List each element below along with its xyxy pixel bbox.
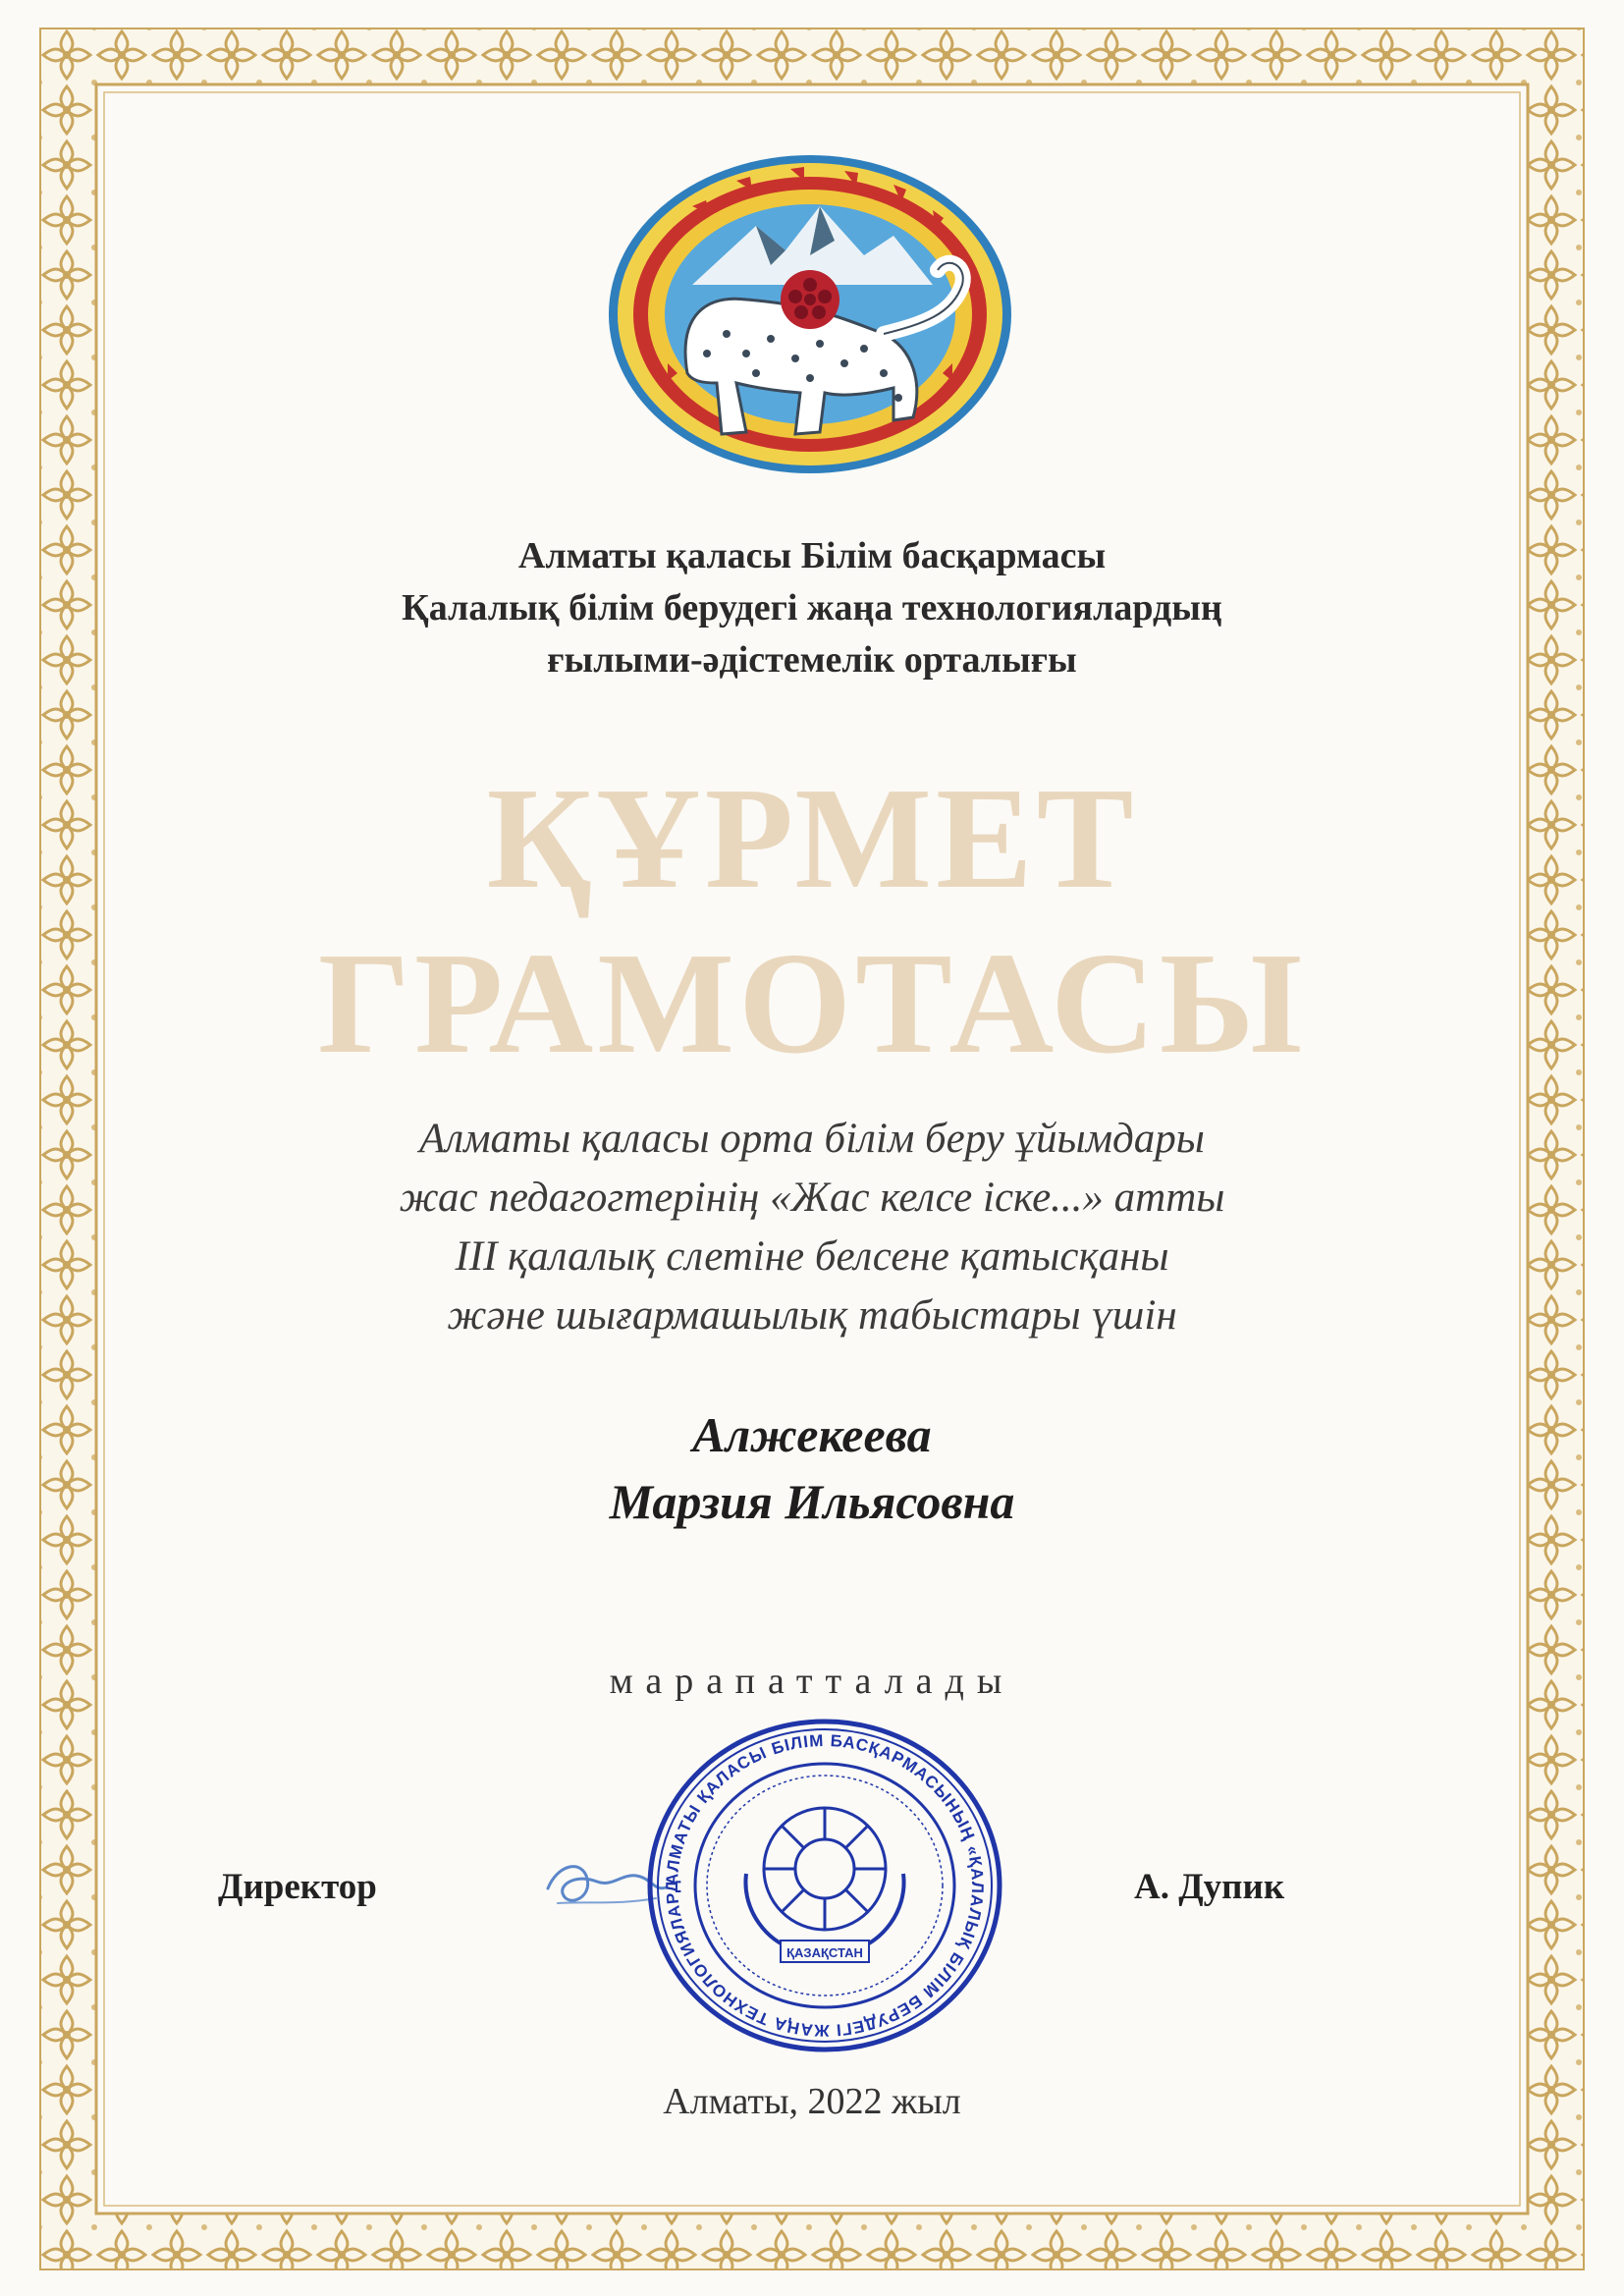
seal-ring-text: АЛМАТЫ ҚАЛАСЫ БІЛІМ БАСҚАРМАСЫНЫҢ «ҚАЛАЛЫҚ БІЛІМ БЕРУДЕГІ ЖАҢА ТЕХНОЛОГИЯЛАРД [662, 1730, 988, 2041]
official-seal [643, 1717, 1006, 2055]
awarded-text: марапатталады [609, 1661, 1015, 1702]
reason-line-1: Алматы қаласы орта білім беру ұйымдары [419, 1116, 1205, 1162]
organization-line-3: ғылыми-әдістемелік орталығы [547, 639, 1077, 681]
signatory-name: А. Дупик [1134, 1867, 1285, 1907]
certificate-title-line-1: ҚҰРМЕТ [486, 758, 1138, 919]
seal-center-text: ҚАЗАҚСТАН [786, 1945, 863, 1960]
reason-line-2: жас педагогтерінің «Жас келсе іске...» атты [399, 1175, 1225, 1221]
organization-line-2: Қалалық білім берудегі жаңа технологиялардың [402, 587, 1222, 629]
organization-line-1: Алматы қаласы Білім басқармасы [517, 535, 1107, 576]
recipient-given-name: Марзия Ильясовна [609, 1474, 1015, 1529]
almaty-emblem [599, 147, 1021, 481]
recipient-surname: Алжекеева [692, 1407, 932, 1462]
place-date: Алматы, 2022 жыл [663, 2081, 961, 2122]
signatory-role: Директор [218, 1867, 377, 1907]
reason-line-4: және шығармашылық табыстары үшін [447, 1292, 1177, 1339]
certificate-title-line-2: ГРАМОТАСЫ [317, 923, 1307, 1084]
reason-line-3: ІІІ қалалық слетіне белсене қатысқаны [455, 1233, 1169, 1280]
